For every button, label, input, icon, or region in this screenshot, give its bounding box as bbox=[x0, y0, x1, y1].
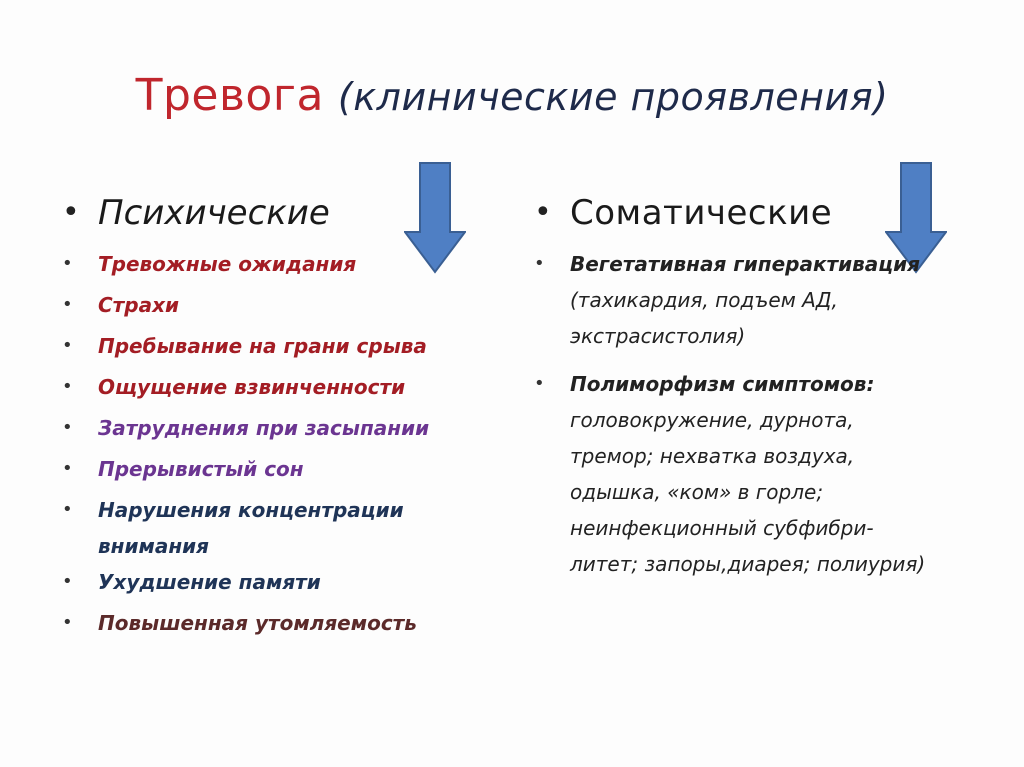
list-item-text: Ощущение взвинченности bbox=[98, 375, 406, 399]
heading-psychic: Психические bbox=[98, 193, 330, 233]
list-item-text: Пребывание на грани срыва bbox=[98, 334, 427, 358]
bullet-icon: • bbox=[62, 612, 73, 633]
column-psychic bbox=[62, 188, 492, 635]
list-item-text: Прерывистый сон bbox=[98, 457, 304, 481]
page-title bbox=[0, 66, 1024, 127]
bullet-icon: • bbox=[62, 417, 73, 438]
list-item-text: Повышенная утомляемость bbox=[98, 611, 417, 635]
list-item-text bbox=[570, 246, 950, 354]
list-item bbox=[62, 451, 492, 492]
list-item bbox=[62, 246, 492, 287]
bullet-icon: • bbox=[62, 376, 73, 397]
item-bold-text: Вегетативная гиперактивация bbox=[570, 252, 920, 276]
psychic-list bbox=[62, 246, 492, 646]
list-item bbox=[62, 328, 492, 369]
somatic-list bbox=[534, 246, 964, 594]
item-detail-text: (тахикардия, подъем АД, экстрасистолия) bbox=[570, 288, 838, 348]
list-item bbox=[62, 369, 492, 410]
list-item-text bbox=[570, 366, 930, 582]
bullet-icon: • bbox=[534, 373, 545, 394]
heading-somatic: Соматические bbox=[570, 193, 833, 233]
list-item bbox=[62, 564, 492, 605]
list-item-text: Тревожные ожидания bbox=[98, 252, 357, 276]
bullet-icon: • bbox=[62, 195, 80, 230]
list-item bbox=[62, 605, 492, 646]
bullet-icon: • bbox=[534, 253, 545, 274]
bullet-icon: • bbox=[62, 335, 73, 356]
list-item-text: Страхи bbox=[98, 293, 179, 317]
bullet-icon: • bbox=[534, 195, 552, 230]
column-somatic bbox=[534, 188, 974, 576]
list-item bbox=[534, 366, 964, 582]
list-item bbox=[62, 410, 492, 451]
section-heading bbox=[534, 188, 974, 238]
bullet-icon: • bbox=[62, 499, 73, 520]
bullet-icon: • bbox=[62, 294, 73, 315]
bullet-icon: • bbox=[62, 458, 73, 479]
title-subtitle: (клинические проявления) bbox=[337, 75, 889, 119]
section-heading bbox=[62, 188, 492, 238]
title-main: Тревога bbox=[135, 70, 324, 121]
item-bold-text: Полиморфизм симптомов: bbox=[570, 372, 875, 396]
list-item bbox=[534, 246, 964, 354]
bullet-icon: • bbox=[62, 571, 73, 592]
bullet-icon: • bbox=[62, 253, 73, 274]
list-item-text: Ухудшение памяти bbox=[98, 570, 321, 594]
list-item bbox=[62, 287, 492, 328]
list-item bbox=[62, 492, 492, 564]
item-detail-text: головокружение, дурнота, тремор; нехватка воздуха, одышка, «ком» в горле; неинфекционный субфибри-литет; запоры,диарея; полиурия) bbox=[570, 408, 926, 576]
list-item-text: Нарушения концентрации внимания bbox=[98, 498, 404, 558]
list-item-text: Затруднения при засыпании bbox=[98, 416, 430, 440]
